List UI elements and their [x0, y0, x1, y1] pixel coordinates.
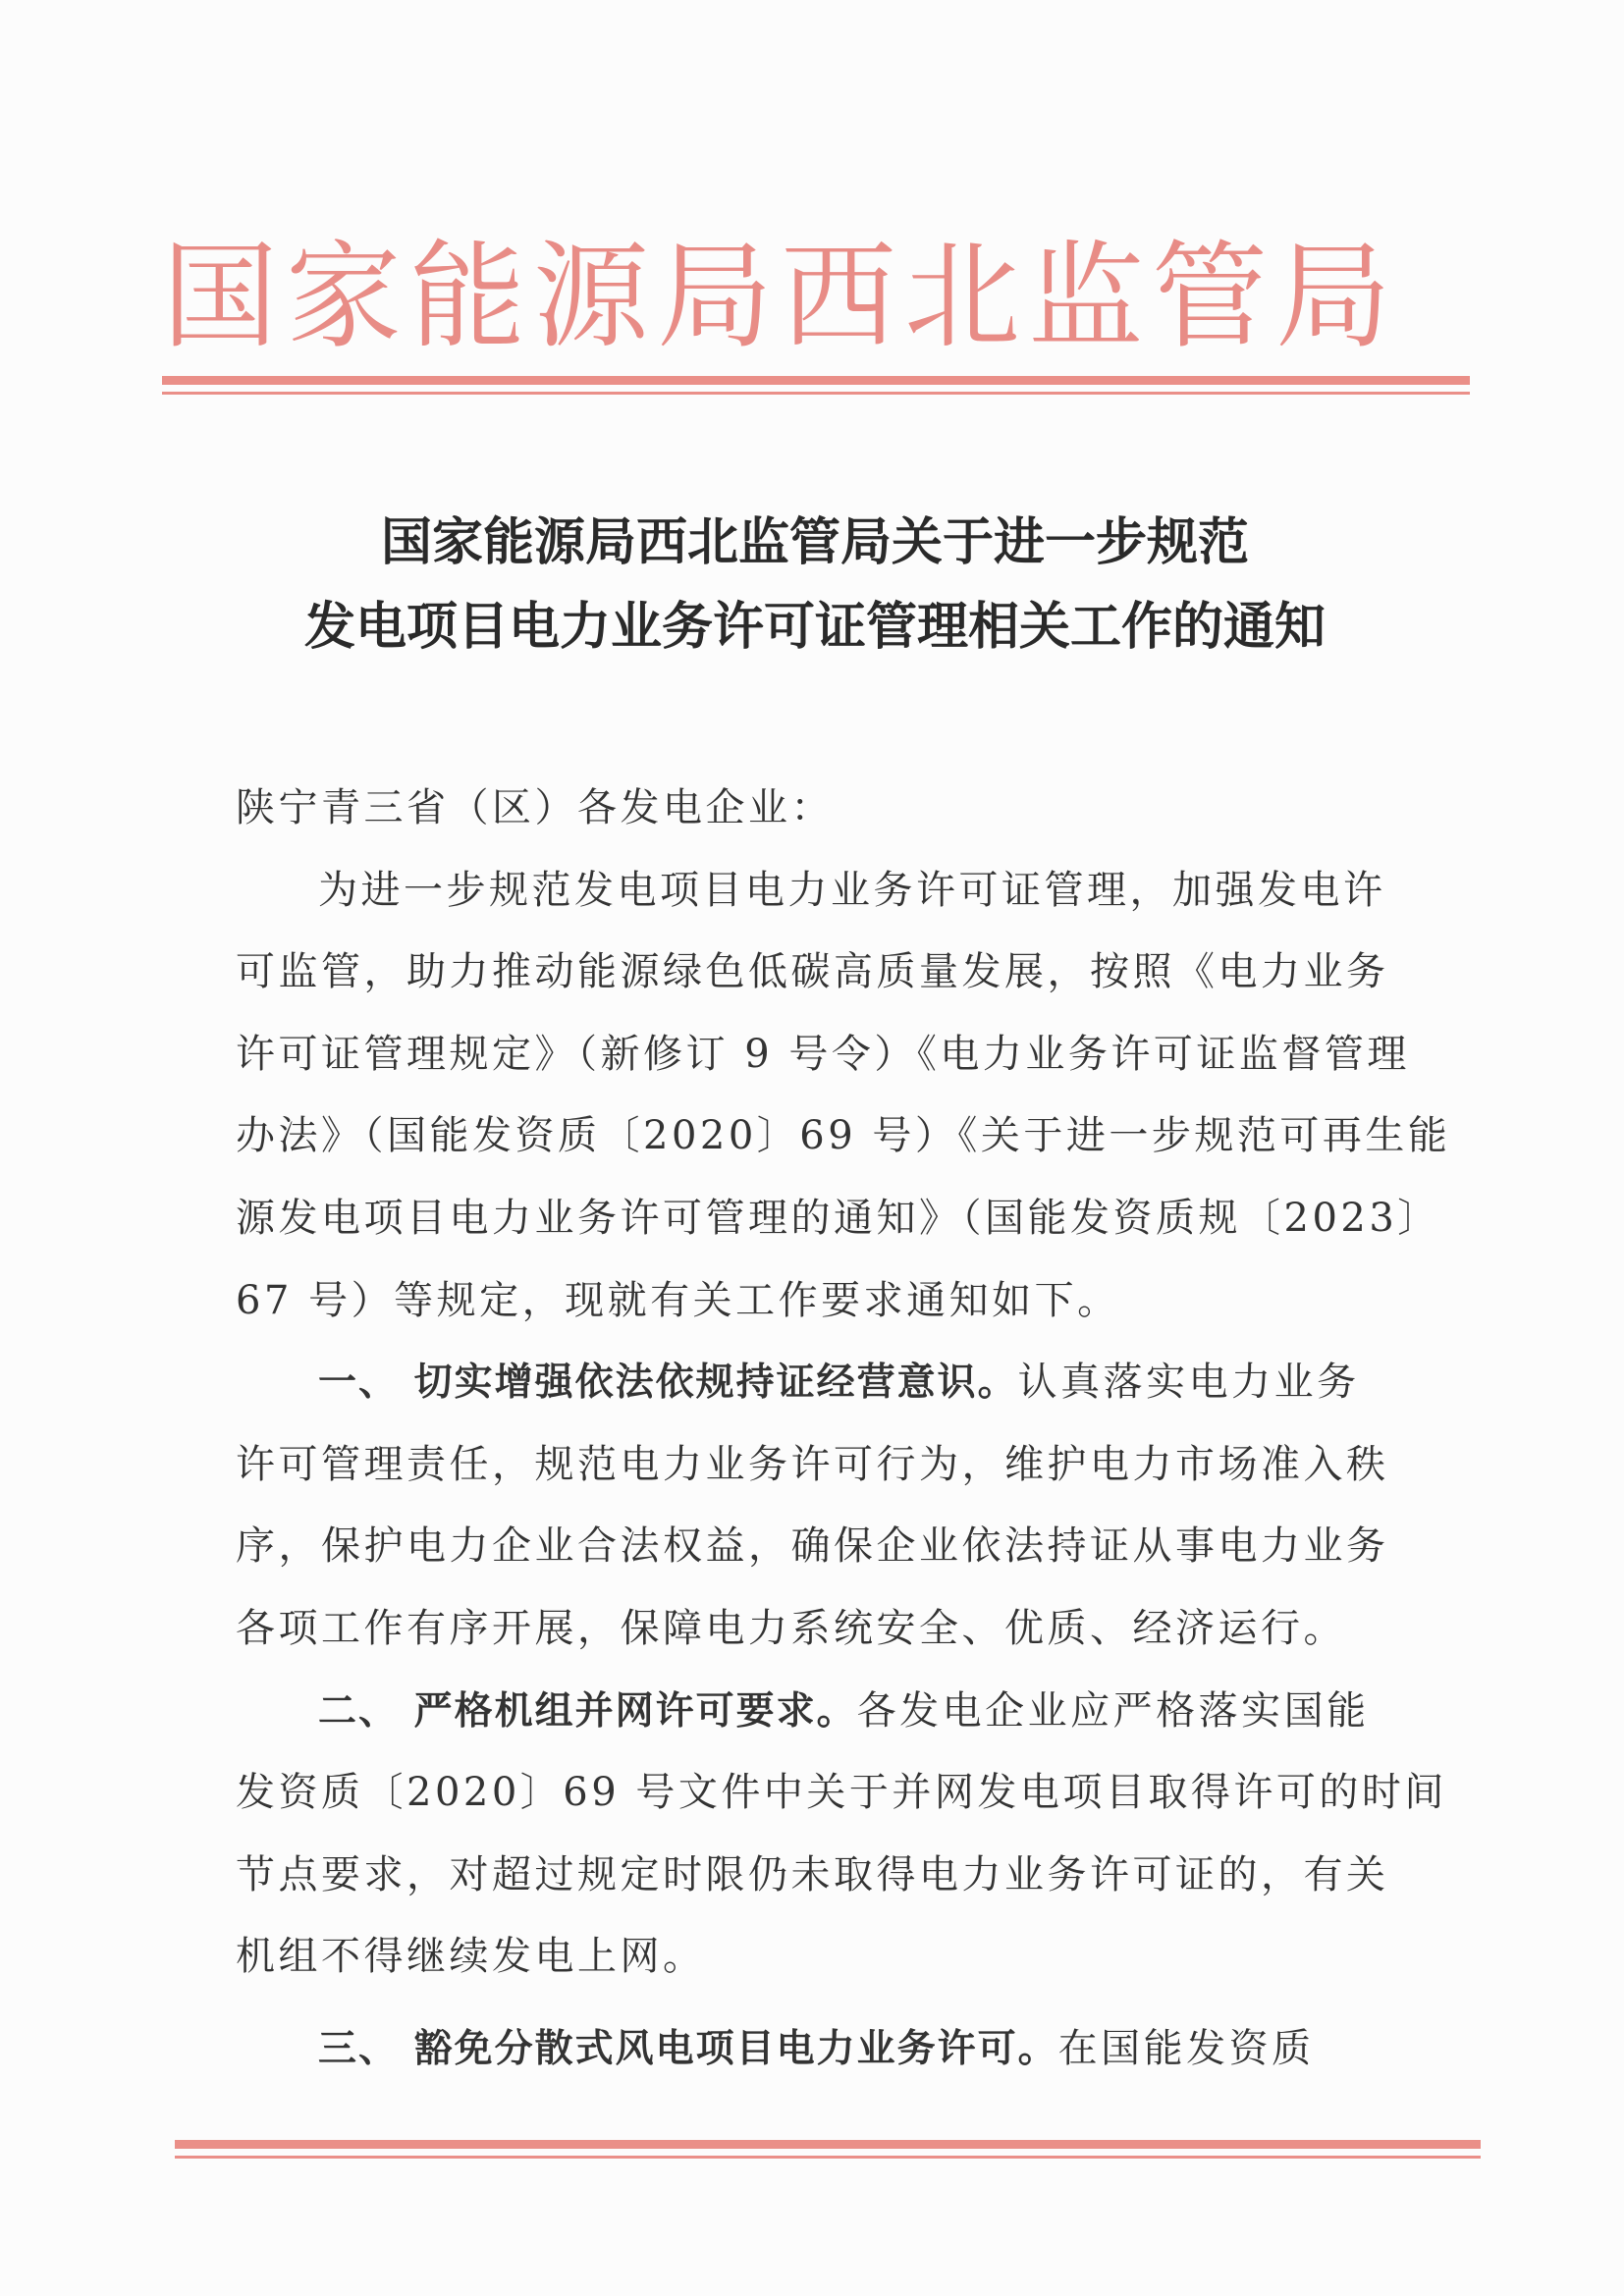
paragraph-gap: [236, 1999, 1409, 2008]
document-body: [236, 768, 1451, 2091]
intro-line: 67 号）等规定，现就有关工作要求通知如下。: [236, 1277, 1120, 1323]
section-2-line: 发资质〔2020〕69 号文件中关于并网发电项目取得许可的时间: [236, 1770, 1447, 1816]
letterhead-rule-thin: [162, 392, 1470, 395]
intro-line: 为进一步规范发电项目电力业务许可证管理，加强发电许: [318, 867, 1386, 913]
section-2-line: 节点要求，对超过规定时限仍未取得电力业务许可证的，有关: [236, 1851, 1389, 1897]
intro-line: 源发电项目电力业务许可管理的通知》（国能发资质规〔2023〕: [236, 1195, 1440, 1241]
salutation: 陕宁青三省（区）各发电企业：: [236, 785, 834, 830]
section-1-heading: 一、 切实增强依法依规持证经营意识。: [318, 1361, 1018, 1406]
section-1-line: 各项工作有序开展，保障电力系统安全、优质、经济运行。: [236, 1605, 1346, 1651]
footer-rule-thick: [175, 2140, 1481, 2149]
letterhead-title: 国家能源局西北监管局: [162, 229, 1400, 364]
section-2-line: 机组不得继续发电上网。: [236, 1934, 706, 1980]
section-3-heading: 三、 豁免分散式风电项目电力业务许可。: [318, 2026, 1058, 2071]
section-1-line: 许可管理责任，规范电力业务许可行为，维护电力市场准入秩: [236, 1441, 1389, 1487]
section-1-first-line: [236, 1342, 1409, 1424]
section-3-first-line: [236, 2008, 1409, 2091]
document-title-line-2: 发电项目电力业务许可证管理相关工作的通知: [303, 597, 1326, 657]
section-1-line: 序，保护电力企业合法权益，确保企业依法持证从事电力业务: [236, 1523, 1389, 1570]
section-2-text-start: 各发电企业应严格落实国能: [856, 1687, 1370, 1734]
intro-line: 办法》（国能发资质〔2020〕69 号）《关于进一步规范可再生能: [236, 1113, 1451, 1159]
document-title-line-1: 国家能源局西北监管局关于进一步规范: [380, 512, 1249, 572]
section-2-heading: 二、 严格机组并网许可要求。: [318, 1688, 857, 1734]
intro-line: 许可证管理规定》（新修订 9 号令）《电力业务许可证监督管理: [236, 1031, 1410, 1077]
intro-line: 可监管，助力推动能源绿色低碳高质量发展，按照《电力业务: [236, 949, 1389, 995]
letterhead-rule-thick: [162, 376, 1470, 385]
footer-rule-thin: [175, 2156, 1481, 2159]
section-3-text-start: 在国能发资质: [1057, 2025, 1315, 2071]
section-2-first-line: [236, 1671, 1409, 1753]
section-1-text-start: 认真落实电力业务: [1017, 1360, 1360, 1406]
